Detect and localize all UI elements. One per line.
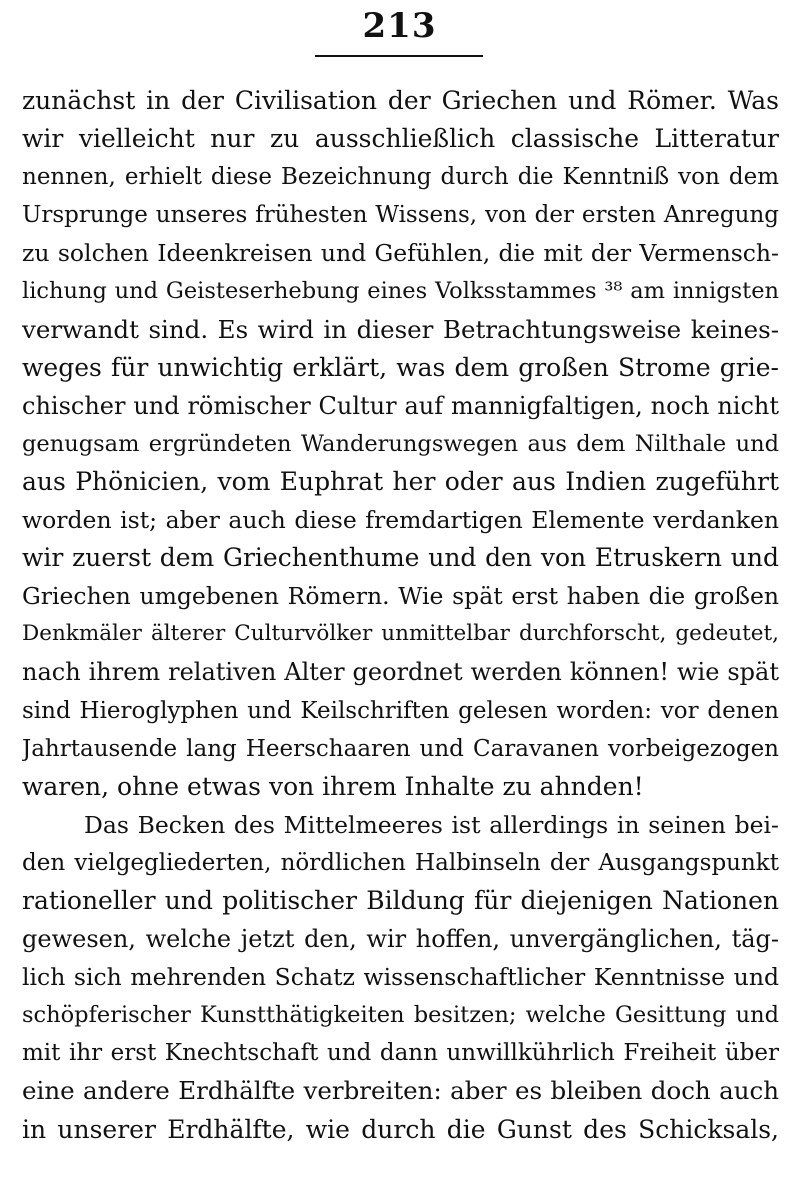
body-text [22,82,779,1149]
text-line: eine andere Erdhälfte verbreiten: aber es bleiben doch auch [22,1076,779,1106]
paragraph-start-line: Das Becken des Mittelmeeres ist allerdings in seinen bei- [84,810,779,839]
text-line: verwandt sind. Es wird in dieser Betrachtungsweise keines- [22,314,779,344]
text-line: rationeller und politischer Bildung für diejenigen Nationen [22,885,779,915]
text-line: Denkmäler älterer Culturvölker unmittelbar durchforscht, gedeutet, [22,621,779,647]
text-line: zu solchen Ideenkreisen und Gefühlen, die mit der Vermensch- [22,239,779,268]
page-number: 213 [362,6,437,46]
text-line: mit ihr erst Knechtschaft und dann unwillkührlich Freiheit über [22,1040,779,1067]
text-line: schöpferischer Kunstthätigkeiten besitzen; welche Gesittung und [22,1002,779,1029]
text-line: den vielgegliederten, nördlichen Halbinseln der Ausgangspunkt [22,849,779,876]
text-line: aus Phönicien, vom Euphrat her oder aus Indien zugeführt [22,466,779,496]
paragraph-end-line: waren, ohne etwas von ihrem Inhalte zu ahnden! [22,771,644,801]
text-line: wir zuerst dem Griechenthume und den von Etruskern und [22,543,779,573]
text-line: lich sich mehrenden Schatz wissenschaftlicher Kenntnisse und [22,963,779,992]
text-line: Jahrtausende lang Heerschaaren und Caravanen vorbeigezogen [22,735,779,762]
text-line: genugsam ergründeten Wanderungswegen aus dem Nilthale und [22,430,779,457]
text-line: Griechen umgebenen Römern. Wie spät erst haben die großen [22,582,779,611]
text-line: lichung und Geisteserhebung eines Volksstammes ³⁸ am innigsten [22,278,779,305]
text-line: sind Hieroglyphen und Keilschriften gelesen worden: vor denen [22,697,779,724]
text-line: zunächst in der Civilisation der Griechen und Römer. Was [22,86,779,115]
text-line: nennen, erhielt diese Bezeichnung durch die Kenntniß von dem [22,164,779,191]
text-line: nach ihrem relativen Alter geordnet werden können! wie spät [22,658,779,687]
text-line: chischer und römischer Cultur auf mannigfaltigen, noch nicht [22,391,779,420]
text-line: gewesen, welche jetzt den, wir hoffen, unvergänglichen, täg- [22,925,779,954]
text-line: Ursprunge unseres frühesten Wissens, von der ersten Anregung [22,202,779,229]
text-line: in unserer Erdhälfte, wie durch die Gunst des Schicksals, [22,1114,779,1144]
text-line: weges für unwichtig erklärt, was dem großen Strome grie- [22,352,779,382]
text-line: worden ist; aber auch diese fremdartigen Elemente verdanken [22,506,779,535]
text-line: wir vielleicht nur zu ausschließlich classische Litteratur [22,124,779,154]
header-rule [315,55,483,57]
